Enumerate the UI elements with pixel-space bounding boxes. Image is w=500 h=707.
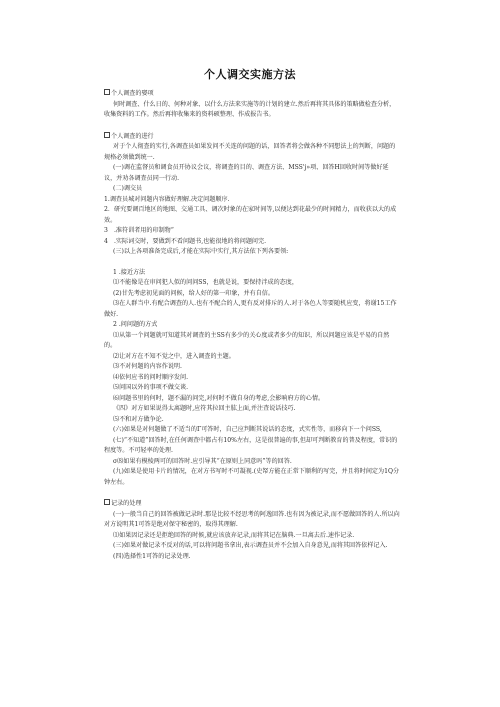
- paragraph: 2 .问问题的方式: [113, 321, 158, 328]
- paragraph: ⑶不对何题的内容作说明.: [113, 363, 182, 370]
- section-heading-text: 个人调查的娶项: [111, 90, 154, 97]
- paragraph: 何时调查、什么日的、何种对象、以什么方法来实施等的计划的建立.然后再将其具体的策略做检查分析，收集资料的工作。然后再将收集来的资料硕整理、作成报告书。: [104, 100, 396, 118]
- section-heading: [104, 132, 400, 143]
- paragraph: ⑴从第一个问题就可知道其对调査的主SS有多少的关心度或者多少的知识，所以问题应该是平易的自然的。: [104, 331, 390, 349]
- checkbox-icon: [104, 89, 110, 95]
- paragraph: 《四》对方如果说得太离题时,应符其拉回主肱上面,并注査说话技巧.: [113, 405, 296, 412]
- paragraph: ⑷依何应书的问时顺序发问.: [113, 373, 189, 381]
- paragraph: (六)如果是对何题做了不适当的Γ可答时，自己应判断其说话的态度，式实性等，而移向下一个问SS,: [113, 426, 382, 433]
- paragraph: (九)如果是使用卡片的情况，在对方书写时不可凝视.(史帑方能在正常下顺利的写完，并且将时间定为1Q分钟左右。: [104, 468, 400, 486]
- document-section: [104, 89, 400, 121]
- section-heading-text: 记录的处理: [111, 500, 142, 507]
- paragraph: 对于个人彻查的实行,各调查员如果发问不关连的问題的话，回答者将会做各种不同想法上的判断，问題的规格必须做到统一.: [104, 143, 396, 161]
- paragraph: ⑵让对方在不知不觉之中，进入调查的主题。: [113, 352, 235, 360]
- paragraph: 3 .准符训者用的印制物“: [104, 227, 174, 234]
- section-gap: [104, 488, 400, 499]
- paragraph: 2．研究要调百地区的地图、交通工具、调次时象的在家时间等,以便达到花最少的时间精力，而收获以大的成效。: [104, 206, 397, 224]
- paragraph: ⑴如果因记录还是拒绝回答的时候,就应该放弃记录,而将其记在脑典.一旦离去后.速作记录.: [113, 531, 355, 539]
- section-gap: [104, 121, 400, 132]
- document-section: [104, 268, 400, 489]
- document-section: [104, 499, 400, 562]
- paragraph: (四)选择性1可答的记录处理.: [113, 552, 191, 560]
- paragraph: 4 .实际词交时，要做到不看问题书,也能很地的将问题问完.: [104, 237, 267, 245]
- document-body: [104, 89, 400, 562]
- paragraph: ⑸问国以外的事项不做交谈.: [113, 384, 189, 391]
- section-heading: [104, 89, 400, 100]
- checkbox-icon: [104, 499, 110, 505]
- paragraph: ⑶在人群当中.有配合调查的人.也有不配合的人,更有反对排斥的人.对于各色人等要随机应变，将谢15工作做好.: [104, 300, 397, 318]
- paragraph: (三)如果对做记录不反对的话,可以将问題书拿出,表示调查员并不会加入自身意见,而将其回答依样记入.: [113, 542, 388, 549]
- paragraph: ⑴不能像是在审问犯人似的问问SS，也就是说，要保持泮成的态度，: [113, 279, 298, 286]
- paragraph: (2)甘先考虑初见面的问候，给人好的第一印象，并有自信。: [113, 289, 274, 297]
- paragraph: (二)调交员: [113, 185, 143, 192]
- section-heading-text: 个人调查的进行: [111, 132, 154, 140]
- section-gap: [104, 258, 400, 268]
- paragraph: (一)调在监督员和调食员开协议会议，将调查的目的、调查方法、MSS'j»项、回答H回收时间等做好延议，并劝各调査员同一行动.: [104, 164, 389, 182]
- paragraph: ⑹问题书里的何时，题不漏的问完,对何时不做自身的考虑,会影响府方的心情。: [113, 394, 325, 402]
- checkbox-icon: [104, 132, 110, 138]
- paragraph: (三)以上各项准备完成后,才能在实际中实行,其方法依下列各要领:: [113, 248, 289, 255]
- paragraph: (一)一般当自己的回答被做记录时.那是比较不经思考的阿逸回答.也有因为被记录,而不愿做回答的人.所以向对方说明其1可答是绝对保守秘密的，取得其理解.: [104, 510, 400, 528]
- paragraph: (七)“不知道”回答时,在任何调査中都占有10%左右，这是很普遍的事,但却可判断教育的普及程度，常识的程度等。不可轻率的处理.: [104, 436, 398, 454]
- section-heading: [104, 499, 400, 510]
- document-section: [104, 132, 400, 258]
- paragraph: ⑸不和对方做争论.: [113, 415, 164, 423]
- paragraph: σ⑻如果有模棱两可的回答时.应引导其“在原则上同意吗”等的回答.: [113, 457, 292, 465]
- paragraph: 1.调査员城对问题内容做好理解.决定问题顺序.: [104, 195, 230, 203]
- document-title: 个人调交实施方法: [204, 68, 296, 81]
- paragraph: 1 .接近方法: [113, 268, 146, 276]
